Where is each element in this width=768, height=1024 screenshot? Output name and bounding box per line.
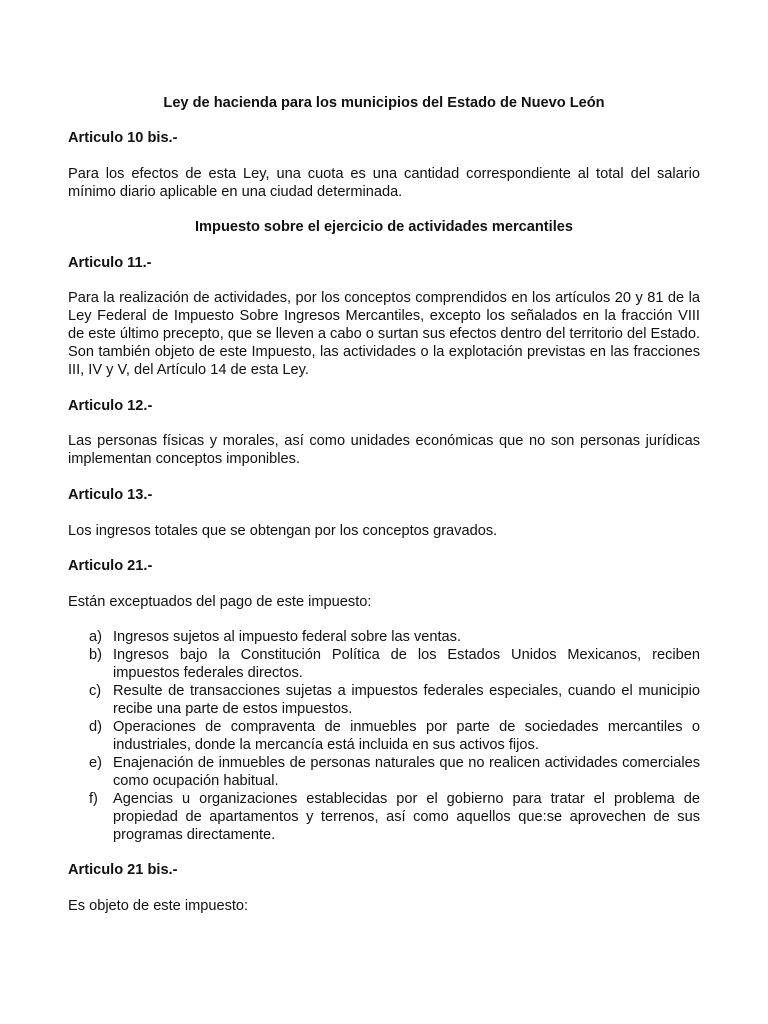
list-item [68, 790, 700, 844]
article-13-heading: Articulo 13.- [68, 487, 153, 503]
article-12-heading: Articulo 12.- [68, 398, 153, 414]
list-item [68, 682, 700, 718]
article-21-intro: Están exceptuados del pago de este impuesto: [68, 594, 372, 610]
list-marker: c) [89, 683, 102, 699]
document-title: Ley de hacienda para los municipios del Estado de Nuevo León [163, 95, 605, 111]
article-21-bis-heading: Articulo 21 bis.- [68, 862, 178, 878]
list-marker: e) [89, 755, 102, 771]
list-item [68, 628, 700, 646]
article-12-text: Las personas físicas y morales, así como unidades económicas que no son personas jurídicas implementan conceptos imponibles. [68, 433, 700, 467]
list-item-text: Agencias u organizaciones establecidas por el gobierno para tratar el problema de propiedad de apartamentos y terrenos, así como aquellos que:se aprovechen de sus programas directamente. [113, 791, 700, 843]
article-10-bis-text: Para los efectos de esta Ley, una cuota es una cantidad correspondiente al total del salario mínimo diario aplicable en una ciudad determinada. [68, 166, 700, 200]
article-11-text: Para la realización de actividades, por los conceptos comprendidos en los artículos 20 y 81 de la Ley Federal de Impuesto Sobre Ingresos Mercantiles, excepto los señalados en la fracción VIII de este último precepto, que se lleven a cabo o surtan sus efectos dentro del territorio del Estado. Son también objeto de este Impuesto, las actividades o la explotación previstas en las fracciones III, IV y V, del Artículo 14 de esta Ley. [68, 290, 700, 378]
list-item [68, 754, 700, 790]
list-marker: a) [89, 629, 102, 645]
list-item [68, 718, 700, 754]
article-21-heading: Articulo 21.- [68, 558, 153, 574]
article-11-heading: Articulo 11.- [68, 255, 152, 271]
list-marker: b) [89, 647, 102, 663]
list-marker: d) [89, 719, 102, 735]
article-21-bis-text: Es objeto de este impuesto: [68, 898, 249, 914]
list-marker: f) [89, 791, 98, 807]
list-item-text: Ingresos sujetos al impuesto federal sobre las ventas. [113, 629, 462, 645]
list-item [68, 646, 700, 682]
list-item-text: Resulte de transacciones sujetas a impuestos federales especiales, cuando el municipio recibe una parte de estos impuestos. [113, 683, 700, 717]
list-item-text: Ingresos bajo la Constitución Política de los Estados Unidos Mexicanos, reciben impuestos federales directos. [113, 647, 700, 681]
article-21-exceptions-list [68, 628, 700, 844]
list-item-text: Operaciones de compraventa de inmuebles por parte de sociedades mercantiles o industriales, donde la mercancía está incluida en sus activos fijos. [113, 719, 700, 753]
article-13-text: Los ingresos totales que se obtengan por los conceptos gravados. [68, 523, 498, 539]
section-title: Impuesto sobre el ejercicio de actividades mercantiles [195, 219, 573, 235]
list-item-text: Enajenación de inmuebles de personas naturales que no realicen actividades comerciales como ocupación habitual. [113, 755, 700, 789]
article-10-bis-heading: Articulo 10 bis.- [68, 130, 178, 146]
